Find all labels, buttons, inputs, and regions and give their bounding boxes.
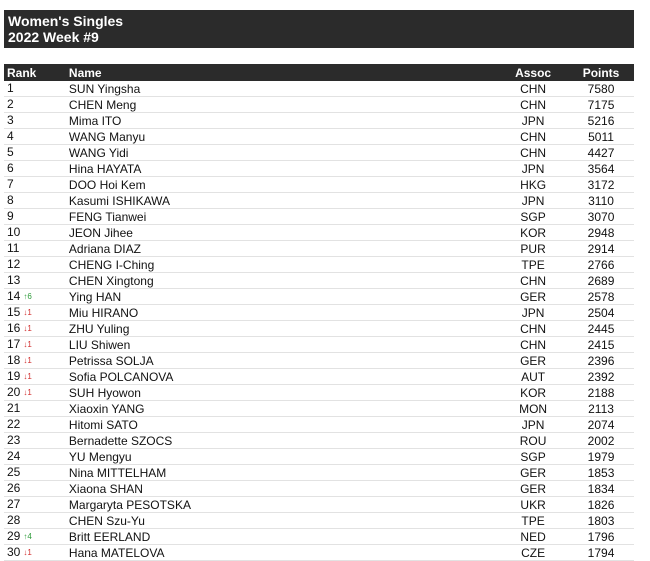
rank-change-indicator: ↑4 <box>23 532 32 541</box>
rank-value: 6 <box>7 161 14 175</box>
table-row <box>4 497 634 513</box>
points-value: 2074 <box>568 417 634 433</box>
player-name: Britt EERLAND <box>69 529 498 545</box>
points-value: 1794 <box>568 545 634 561</box>
table-row <box>4 449 634 465</box>
points-value: 1826 <box>568 497 634 513</box>
table-row <box>4 545 634 561</box>
rank-value: 22 <box>7 417 21 431</box>
player-name: DOO Hoi Kem <box>69 177 498 193</box>
player-name: LIU Shiwen <box>69 337 498 353</box>
rank-cell <box>4 545 69 561</box>
rank-value: 1 <box>7 81 14 95</box>
rank-cell <box>4 497 69 513</box>
player-name: FENG Tianwei <box>69 209 498 225</box>
table-row <box>4 161 634 177</box>
rank-cell <box>4 337 69 353</box>
points-value: 2392 <box>568 369 634 385</box>
association-code: JPN <box>498 305 568 321</box>
column-header-assoc[interactable]: Assoc <box>498 64 568 81</box>
rank-cell <box>4 289 69 305</box>
rank-change-indicator: ↓1 <box>23 308 32 317</box>
player-name: SUN Yingsha <box>69 81 498 97</box>
rank-cell <box>4 257 69 273</box>
rank-value: 2 <box>7 97 14 111</box>
points-value: 5011 <box>568 129 634 145</box>
association-code: CHN <box>498 321 568 337</box>
rank-change-indicator: ↓1 <box>23 324 32 333</box>
association-code: SGP <box>498 449 568 465</box>
points-value: 2948 <box>568 225 634 241</box>
points-value: 1853 <box>568 465 634 481</box>
rank-cell <box>4 273 69 289</box>
points-value: 1796 <box>568 529 634 545</box>
points-value: 2689 <box>568 273 634 289</box>
rank-cell <box>4 161 69 177</box>
page-title: Women's Singles <box>8 13 124 29</box>
table-row <box>4 465 634 481</box>
player-name: Nina MITTELHAM <box>69 465 498 481</box>
association-code: JPN <box>498 417 568 433</box>
rank-cell <box>4 513 69 529</box>
rank-cell <box>4 385 69 401</box>
points-value: 3564 <box>568 161 634 177</box>
points-value: 2766 <box>568 257 634 273</box>
player-name: Hina HAYATA <box>69 161 498 177</box>
table-body <box>4 81 634 561</box>
rank-cell <box>4 449 69 465</box>
player-name: Hitomi SATO <box>69 417 498 433</box>
table-row <box>4 289 634 305</box>
association-code: KOR <box>498 385 568 401</box>
points-value: 7175 <box>568 97 634 113</box>
rank-value: 16 <box>7 321 21 335</box>
player-name: Margaryta PESOTSKA <box>69 497 498 513</box>
player-name: WANG Manyu <box>69 129 498 145</box>
rank-value: 21 <box>7 401 21 415</box>
player-name: Adriana DIAZ <box>69 241 498 257</box>
association-code: CHN <box>498 129 568 145</box>
player-name: Kasumi ISHIKAWA <box>69 193 498 209</box>
rank-cell <box>4 529 69 545</box>
ranking-table <box>4 64 634 561</box>
table-row <box>4 273 634 289</box>
table-header-row <box>4 64 634 81</box>
rank-change-indicator: ↓1 <box>23 388 32 397</box>
player-name: Xiaona SHAN <box>69 481 498 497</box>
rank-value: 30 <box>7 545 21 559</box>
points-value: 2396 <box>568 353 634 369</box>
player-name: WANG Yidi <box>69 145 498 161</box>
rank-cell <box>4 465 69 481</box>
rank-value: 28 <box>7 513 21 527</box>
table-row <box>4 337 634 353</box>
points-value: 2113 <box>568 401 634 417</box>
player-name: Ying HAN <box>69 289 498 305</box>
association-code: JPN <box>498 193 568 209</box>
player-name: JEON Jihee <box>69 225 498 241</box>
association-code: CHN <box>498 273 568 289</box>
player-name: CHEN Meng <box>69 97 498 113</box>
association-code: MON <box>498 401 568 417</box>
rank-value: 17 <box>7 337 21 351</box>
player-name: YU Mengyu <box>69 449 498 465</box>
association-code: CHN <box>498 145 568 161</box>
rank-value: 23 <box>7 433 21 447</box>
association-code: PUR <box>498 241 568 257</box>
rank-cell <box>4 145 69 161</box>
column-header-name[interactable]: Name <box>69 64 498 81</box>
player-name: ZHU Yuling <box>69 321 498 337</box>
rank-cell <box>4 433 69 449</box>
rank-value: 4 <box>7 129 14 143</box>
points-value: 2415 <box>568 337 634 353</box>
rank-value: 3 <box>7 113 14 127</box>
player-name: Hana MATELOVA <box>69 545 498 561</box>
rank-cell <box>4 129 69 145</box>
page-subtitle: 2022 Week #9 <box>8 29 99 45</box>
points-value: 2578 <box>568 289 634 305</box>
table-row <box>4 481 634 497</box>
points-value: 3110 <box>568 193 634 209</box>
rank-cell <box>4 97 69 113</box>
association-code: KOR <box>498 225 568 241</box>
table-row <box>4 513 634 529</box>
table-row <box>4 113 634 129</box>
player-name: Miu HIRANO <box>69 305 498 321</box>
table-row <box>4 257 634 273</box>
points-value: 3070 <box>568 209 634 225</box>
association-code: CZE <box>498 545 568 561</box>
rank-cell <box>4 225 69 241</box>
rank-cell <box>4 241 69 257</box>
rank-value: 20 <box>7 385 21 399</box>
association-code: UKR <box>498 497 568 513</box>
points-value: 1834 <box>568 481 634 497</box>
rank-cell <box>4 353 69 369</box>
association-code: CHN <box>498 97 568 113</box>
rank-cell <box>4 305 69 321</box>
table-row <box>4 209 634 225</box>
association-code: ROU <box>498 433 568 449</box>
table-row <box>4 81 634 97</box>
association-code: GER <box>498 481 568 497</box>
association-code: GER <box>498 289 568 305</box>
table-row <box>4 305 634 321</box>
association-code: AUT <box>498 369 568 385</box>
player-name: Petrissa SOLJA <box>69 353 498 369</box>
rank-cell <box>4 113 69 129</box>
rank-value: 13 <box>7 273 21 287</box>
rank-cell <box>4 193 69 209</box>
association-code: GER <box>498 353 568 369</box>
rank-change-indicator: ↑6 <box>23 292 32 301</box>
rank-value: 18 <box>7 353 21 367</box>
player-name: Bernadette SZOCS <box>69 433 498 449</box>
rank-value: 9 <box>7 209 14 223</box>
column-header-points[interactable]: Points <box>568 64 634 81</box>
rank-value: 5 <box>7 145 14 159</box>
table-row <box>4 433 634 449</box>
rank-change-indicator: ↓1 <box>23 548 32 557</box>
rank-cell <box>4 481 69 497</box>
rank-change-indicator: ↓1 <box>23 372 32 381</box>
rank-value: 25 <box>7 465 21 479</box>
table-row <box>4 97 634 113</box>
table-row <box>4 385 634 401</box>
points-value: 2914 <box>568 241 634 257</box>
table-row <box>4 177 634 193</box>
rank-value: 10 <box>7 225 21 239</box>
player-name: SUH Hyowon <box>69 385 498 401</box>
table-row <box>4 193 634 209</box>
title-block <box>4 10 634 48</box>
rank-cell <box>4 209 69 225</box>
player-name: Sofia POLCANOVA <box>69 369 498 385</box>
points-value: 2002 <box>568 433 634 449</box>
rank-cell <box>4 321 69 337</box>
player-name: CHENG I-Ching <box>69 257 498 273</box>
rank-value: 8 <box>7 193 14 207</box>
rank-change-indicator: ↓1 <box>23 340 32 349</box>
table-row <box>4 369 634 385</box>
association-code: JPN <box>498 161 568 177</box>
points-value: 7580 <box>568 81 634 97</box>
table-row <box>4 145 634 161</box>
rank-value: 12 <box>7 257 21 271</box>
rank-value: 7 <box>7 177 14 191</box>
association-code: TPE <box>498 513 568 529</box>
rank-value: 11 <box>7 241 20 255</box>
rank-value: 15 <box>7 305 21 319</box>
table-row <box>4 529 634 545</box>
player-name: Mima ITO <box>69 113 498 129</box>
points-value: 1979 <box>568 449 634 465</box>
player-name: CHEN Szu-Yu <box>69 513 498 529</box>
table-row <box>4 417 634 433</box>
rank-value: 24 <box>7 449 21 463</box>
player-name: Xiaoxin YANG <box>69 401 498 417</box>
rank-value: 27 <box>7 497 21 511</box>
table-row <box>4 129 634 145</box>
table-row <box>4 401 634 417</box>
association-code: SGP <box>498 209 568 225</box>
player-name: CHEN Xingtong <box>69 273 498 289</box>
rank-cell <box>4 177 69 193</box>
table-row <box>4 321 634 337</box>
rank-value: 29 <box>7 529 21 543</box>
points-value: 2445 <box>568 321 634 337</box>
points-value: 5216 <box>568 113 634 129</box>
table-row <box>4 241 634 257</box>
points-value: 1803 <box>568 513 634 529</box>
rank-value: 19 <box>7 369 21 383</box>
rank-cell <box>4 81 69 97</box>
rank-change-indicator: ↓1 <box>23 356 32 365</box>
association-code: TPE <box>498 257 568 273</box>
rank-value: 14 <box>7 289 21 303</box>
association-code: GER <box>498 465 568 481</box>
table-row <box>4 353 634 369</box>
table-row <box>4 225 634 241</box>
rank-cell <box>4 417 69 433</box>
association-code: JPN <box>498 113 568 129</box>
points-value: 2504 <box>568 305 634 321</box>
points-value: 4427 <box>568 145 634 161</box>
association-code: CHN <box>498 81 568 97</box>
rank-cell <box>4 401 69 417</box>
rank-value: 26 <box>7 481 21 495</box>
rank-cell <box>4 369 69 385</box>
association-code: HKG <box>498 177 568 193</box>
points-value: 3172 <box>568 177 634 193</box>
column-header-rank[interactable]: Rank <box>4 64 69 81</box>
association-code: CHN <box>498 337 568 353</box>
points-value: 2188 <box>568 385 634 401</box>
association-code: NED <box>498 529 568 545</box>
